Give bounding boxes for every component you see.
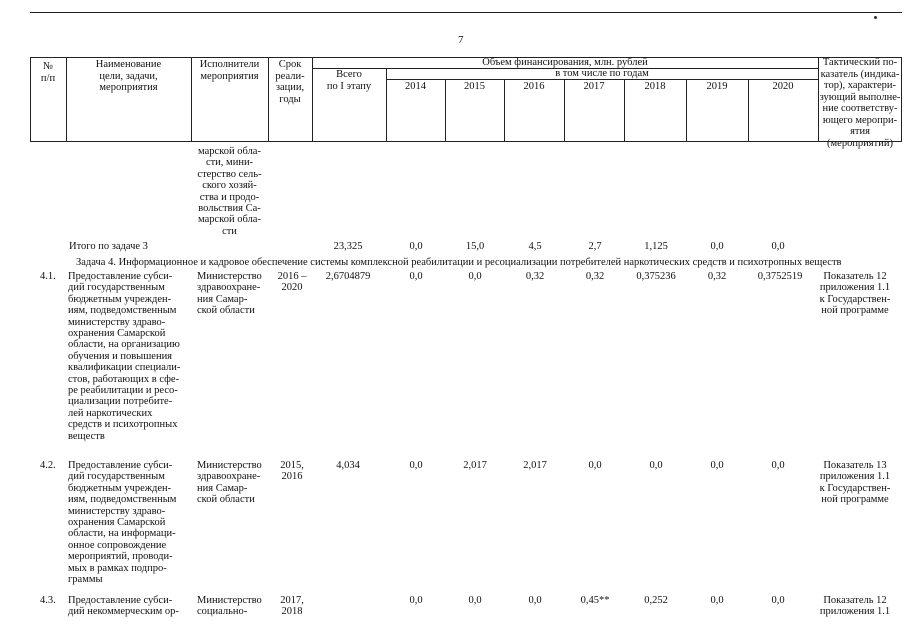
row-value: 0,0: [710, 460, 724, 471]
row-value: 0,32: [525, 271, 545, 282]
row-value: 0,375236: [636, 271, 676, 282]
row-value: 0,0: [468, 271, 482, 282]
executors-continuation: марской обла- сти, мини- стерство сель- ского хозяй- ства и продо- вольствия Са- марской обла- сти: [197, 146, 262, 237]
row-indicator: Показатель 12 приложения 1.1: [819, 595, 891, 618]
total-row-value: 0,0: [771, 241, 785, 252]
row-value: 0,3752519: [757, 271, 803, 282]
row-value: 0,0: [468, 595, 482, 606]
total-row-value: 0,0: [409, 241, 423, 252]
page-top-rule: [30, 12, 902, 13]
row-indicator: Показатель 12 приложения 1.1 к Государствен- ной программе: [819, 271, 891, 317]
total-row-label: Итого по задаче 3: [69, 241, 148, 252]
row-value: 0,0: [649, 460, 663, 471]
header-col-name: Наименование цели, задачи, мероприятия: [95, 59, 162, 93]
header-year: 2020: [772, 81, 794, 92]
total-row-value: 0,0: [710, 241, 724, 252]
row-number: 4.1.: [40, 271, 56, 282]
row-value: 0,0: [409, 271, 423, 282]
header-col-executors: Исполнители мероприятия: [199, 59, 260, 82]
row-executors: Министерство социально-: [197, 595, 262, 618]
row-value: 2,017: [523, 460, 547, 471]
row-term: 2016 – 2020: [277, 271, 307, 294]
header-year: 2017: [583, 81, 605, 92]
page-number: 7: [458, 34, 464, 46]
row-value: 0,0: [771, 595, 785, 606]
row-total: 2,6704879: [325, 271, 371, 282]
header-col-indicator: Тактический по- казатель (индика- тор), характери- зующий выполне- ние соответству- ющего меропри- ятия (мероприятий): [819, 57, 901, 149]
row-executors: Министерство здравоохране- ния Самар- ской области: [197, 460, 262, 506]
row-value: 0,252: [644, 595, 668, 606]
total-row-total: 23,325: [333, 241, 363, 252]
row-name: Предоставление субси- дий государственным бюджетным учрежден- иям, подведомственным министерству здраво- охранения Самарской области, на информаци- онное сопровождение мероприятий, проводи- мых в рамках подпро- граммы: [68, 460, 177, 586]
row-number: 4.2.: [40, 460, 56, 471]
row-value: 2,017: [463, 460, 487, 471]
total-row-value: 15,0: [465, 241, 485, 252]
header-col-number: № п/п: [40, 61, 56, 84]
row-value: 0,0: [409, 460, 423, 471]
row-value: 0,0: [710, 595, 724, 606]
header-year: 2019: [706, 81, 728, 92]
row-value: 0,45**: [580, 595, 610, 606]
header-bottom-border: [30, 141, 902, 142]
row-total: 4,034: [336, 460, 360, 471]
row-indicator: Показатель 13 приложения 1.1 к Государствен- ной программе: [819, 460, 891, 506]
header-year: 2015: [464, 81, 485, 92]
header-year: 2018: [644, 81, 666, 92]
header-year: 2014: [405, 81, 426, 92]
header-by-years: в том числе по годам: [555, 68, 649, 79]
row-term: 2015, 2016: [280, 460, 304, 483]
total-row-value: 4,5: [528, 241, 542, 252]
row-executors: Министерство здравоохране- ния Самар- ской области: [197, 271, 262, 317]
row-value: 0,0: [409, 595, 423, 606]
table-header: [30, 57, 902, 149]
header-col-term: Срок реали- зации, годы: [275, 59, 305, 105]
scan-speck: [874, 16, 877, 19]
row-term: 2017, 2018: [280, 595, 304, 618]
header-col-total: Всего по I этапу: [326, 69, 372, 92]
header-year: 2016: [523, 81, 545, 92]
row-name: Предоставление субси- дий некоммерческим ор-: [68, 595, 179, 618]
row-value: 0,0: [771, 460, 785, 471]
row-value: 0,0: [588, 460, 602, 471]
row-value: 0,0: [528, 595, 542, 606]
row-name: Предоставление субси- дий государственным бюджетным учрежден- иям, подведомственным министерству здраво- охранения Самарской области, на организацию обучения и повышения квалификации специали- стов, работающих в сфе- ре реабилитации и ресо- циализации потребите- лей наркотических средств и психотропных веществ: [68, 271, 181, 442]
total-row-value: 1,125: [644, 241, 668, 252]
row-number: 4.3.: [40, 595, 56, 606]
total-row-value: 2,7: [588, 241, 602, 252]
task-title: Задача 4. Информационное и кадровое обеспечение системы комплексной реабилитации и ресоциализации потребителей наркотических средств и психотропных веществ: [76, 257, 842, 268]
row-value: 0,32: [585, 271, 605, 282]
row-value: 0,32: [707, 271, 727, 282]
header-funding-title: Объем финансирования, млн. рублей: [482, 57, 648, 68]
